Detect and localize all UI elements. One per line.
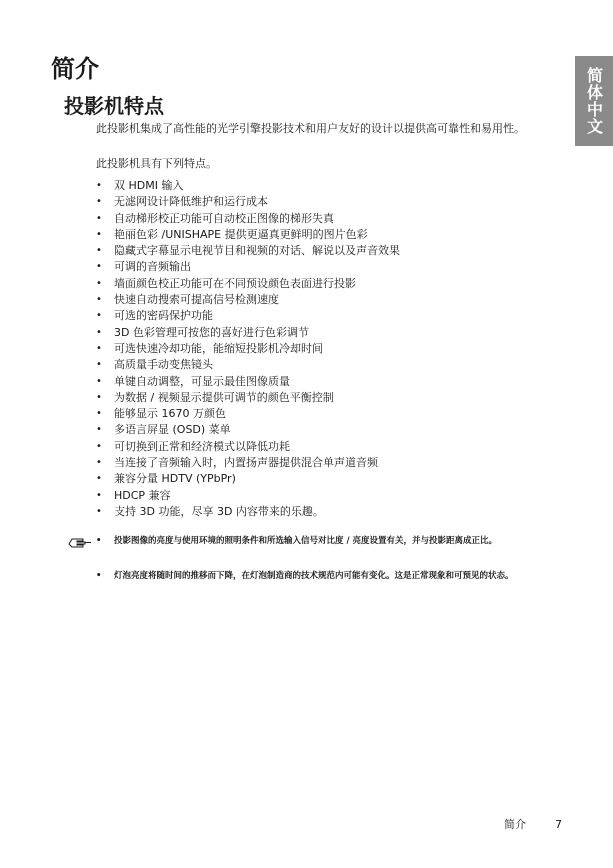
feature-item: • 可切换到正常和经济模式以降低功耗 <box>96 439 400 455</box>
feature-item: • 为数据 / 视频显示提供可调节的颜色平衡控制 <box>96 390 400 406</box>
note-bullet: • <box>96 571 102 581</box>
feature-item: • 单键自动调整，可显示最佳图像质量 <box>96 374 400 390</box>
intro-paragraph: 此投影机集成了高性能的光学引擎投影技术和用户友好的设计以提供高可靠性和易用性。 <box>96 122 525 135</box>
feature-item: • HDCP 兼容 <box>96 488 400 504</box>
chapter-title: 简介 <box>51 55 99 83</box>
language-side-tab: 简体中文 <box>575 56 613 146</box>
feature-item: • 自动梯形校正功能可自动校正图像的梯形失真 <box>96 211 400 227</box>
feature-item: • 兼容分量 HDTV (YPbPr) <box>96 471 400 487</box>
feature-item: • 当连接了音频输入时，内置扬声器提供混合单声道音频 <box>96 455 400 471</box>
note-item <box>96 535 552 548</box>
note-text: 灯泡亮度将随时间的推移而下降，在灯泡制造商的技术规范内可能有变化。这是正常现象和可预见的状态。 <box>114 571 514 581</box>
feature-item: • 墙面颜色校正功能可在不同预设颜色表面进行投影 <box>96 276 400 292</box>
feature-item: • 3D 色彩管理可按您的喜好进行色彩调节 <box>96 325 400 341</box>
feature-item: • 双 HDMI 输入 <box>96 178 400 194</box>
feature-item: • 艳丽色彩 /UNISHAPE 提供更逼真更鲜明的图片色彩 <box>96 227 400 243</box>
feature-item: • 快速自动搜索可提高信号检测速度 <box>96 292 400 308</box>
feature-item: • 可调的音频输出 <box>96 259 400 275</box>
feature-item: • 多语言屏显 (OSD) 菜单 <box>96 422 400 438</box>
note-bullet: • <box>96 536 102 546</box>
feature-item: • 高质量手动变焦镜头 <box>96 357 400 373</box>
note-item <box>96 570 552 583</box>
feature-item: • 支持 3D 功能，尽享 3D 内容带来的乐趣。 <box>96 504 400 520</box>
section-title: 投影机特点 <box>64 94 164 118</box>
note-pointing-hand-icon <box>68 535 94 549</box>
feature-list <box>96 178 400 520</box>
intro-paragraph: 此投影机具有下列特点。 <box>96 157 217 170</box>
feature-item: • 可选的密码保护功能 <box>96 308 400 324</box>
feature-item: • 能够显示 1670 万颜色 <box>96 406 400 422</box>
note-text: 投影图像的亮度与使用环境的照明条件和所选输入信号对比度 / 亮度设置有关，并与投影距离成正比。 <box>114 536 498 546</box>
feature-item: • 隐藏式字幕显示电视节目和视频的对话、解说以及声音效果 <box>96 243 400 259</box>
footer-section-name: 简介 <box>504 818 526 831</box>
feature-item: • 可选快速冷却功能，能缩短投影机冷却时间 <box>96 341 400 357</box>
feature-item: • 无滤网设计降低维护和运行成本 <box>96 194 400 210</box>
footer-page-number: 7 <box>555 818 562 831</box>
